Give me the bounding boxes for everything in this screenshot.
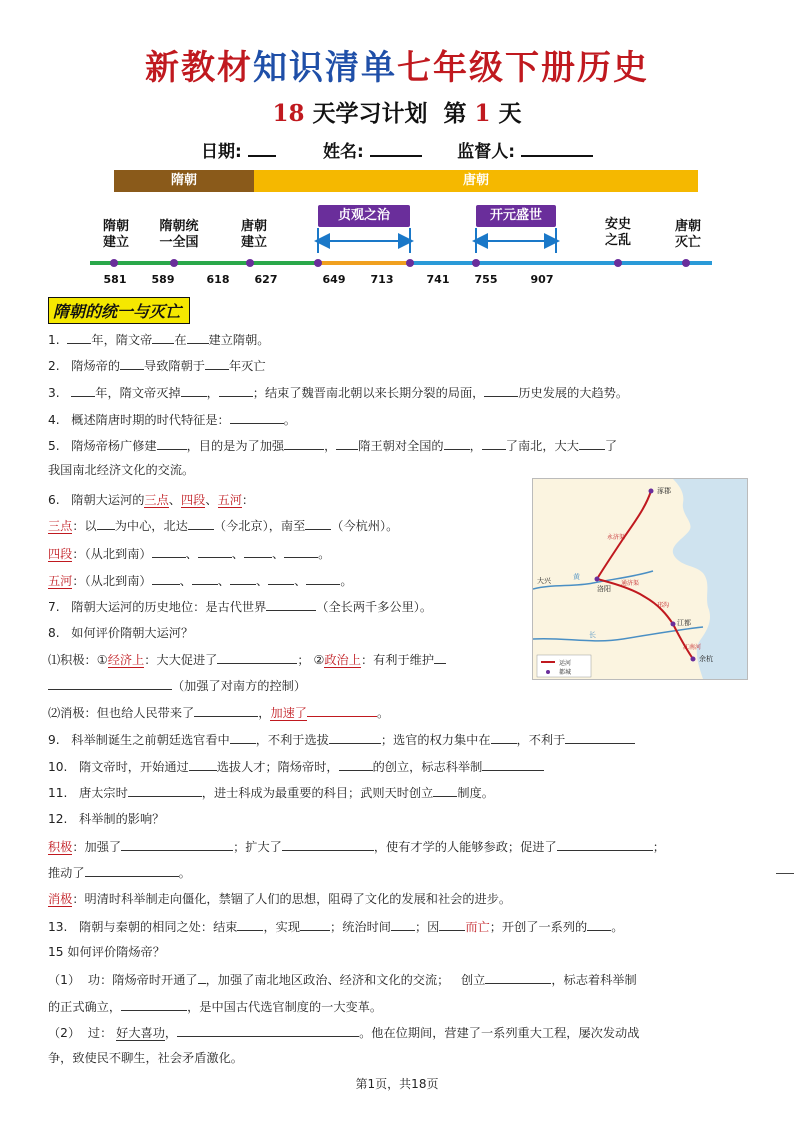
page-footer: 第1页，共18页 [355,1077,439,1091]
blank[interactable] [306,572,340,585]
date-label: 日期: [200,142,242,162]
question-5-cont: 我国南北经济文化的交流。 [48,463,195,477]
question-15-merit: （1） 功：隋炀帝时开通了 ，加强了南北地区政治、经济和文化的交流； 创立 ，标志着科举制 [48,973,637,987]
map-label-chang: 长 [589,631,596,639]
grand-canal-map [532,478,748,680]
question-5: 5. 隋炀帝杨广修建 ，目的是为了加强 ， 隋王朝对全国的 ， 了南北，大大 了 [48,439,618,453]
event-sui-unify: 隋朝统 一全国 [159,219,199,250]
name-field[interactable] [370,141,422,157]
blank[interactable] [217,651,297,664]
timeline-arrows [0,225,794,265]
timeline-bar-orange [316,261,410,265]
blank[interactable] [491,731,517,744]
date-field[interactable] [248,141,276,157]
timeline-dot [170,259,178,267]
map-graphic [533,479,747,679]
question-8-positive: ⑴积极：①经济上：大大促进了 ； ②政治上：有利于维护 [48,651,530,668]
year-589: 589 [151,273,175,286]
map-label-daxing: 大兴 [537,577,551,585]
blank[interactable] [482,437,506,450]
question-13: 13. 隋朝与秦朝的相同之处：结束 ，实现 ；统治时间 ；因 而亡；开创了一系列的 。 [48,920,624,934]
year-907: 907 [530,273,554,286]
map-label-huang: 黄 [573,573,580,581]
blank[interactable] [198,545,232,558]
blank[interactable] [187,331,209,344]
year-755: 755 [474,273,498,286]
blank[interactable] [305,517,331,530]
era-kaiyuan: 开元盛世 [476,205,556,227]
subtitle-tian: 天 [498,100,522,127]
title-part-3: 七年级下册 [397,48,577,88]
question-12: 12. 科举制的影响？ [48,812,165,826]
blank[interactable] [434,651,446,664]
blank[interactable] [485,971,551,984]
blank[interactable] [237,918,263,931]
blank[interactable] [188,517,214,530]
blank[interactable] [128,784,202,797]
blank[interactable] [230,731,256,744]
page-subtitle [0,95,794,128]
year-581: 581 [103,273,127,286]
impact-negative: 消极：明清时科举制走向僵化，禁锢了人们的思想，阻碍了文化的发展和社会的进步。 [48,892,512,906]
blank[interactable] [189,758,217,771]
blank[interactable] [307,704,377,717]
name-label: 姓名: [323,142,364,162]
subtitle-di: 第 [443,100,467,127]
blank[interactable] [557,838,653,851]
map-label-tongjiqu: 通济渠 [621,580,640,587]
blank[interactable] [121,998,187,1011]
timeline-bar-green [90,261,316,265]
question-2: 2. 隋炀帝的 导致隋朝于 年灭亡 [48,359,266,373]
blank[interactable] [152,545,186,558]
blank[interactable] [484,384,518,397]
four-sections: 四段：（从北到南） 、 、 、 。 [48,547,331,561]
question-3: 3. 年，隋文帝灭掉 ， ；结束了魏晋南北朝以来长期分裂的局面， 历史发展的大趋势。 [48,386,629,400]
blank[interactable] [219,384,253,397]
title-part-4: 历史 [577,48,649,88]
question-8: 8. 如何评价隋朝大运河？ [48,626,194,640]
blank[interactable] [266,598,316,611]
blank[interactable] [230,572,256,585]
map-label-yongjiqu: 永济渠 [607,534,626,541]
map-legend-canal: 运河 [559,660,572,667]
era-zhenguan: 贞观之治 [318,205,410,227]
blank[interactable] [192,572,218,585]
map-legend-capital: 都城 [559,669,572,676]
supervisor-field[interactable] [521,141,593,157]
blank[interactable] [579,437,605,450]
blank[interactable] [336,437,358,450]
blank[interactable] [444,437,470,450]
question-15: 15 如何评价隋炀帝？ [48,945,165,959]
blank[interactable] [194,704,258,717]
period-tang: 唐朝 [254,170,698,192]
page-title [0,40,794,89]
map-label-jiangdu: 江都 [677,619,691,627]
three-points: 三点：以 为中心，北达 （今北京），南至 （今杭州）。 [48,519,399,533]
blank[interactable] [433,784,457,797]
timeline-dot [682,259,690,267]
blank[interactable] [439,918,465,931]
event-tang-fall: 唐朝 灭亡 [674,219,701,250]
blank[interactable] [198,971,206,984]
title-part-1: 新教材 [145,48,253,88]
year-741: 741 [426,273,450,286]
blank[interactable] [157,437,187,450]
subtitle-days: 18 [272,100,305,127]
question-15-fault-cont: 争，致使民不聊生，社会矛盾激化。 [48,1051,243,1065]
impact-positive-cont: 推动了 。 [48,866,191,880]
year-627: 627 [254,273,278,286]
timeline-dot [406,259,414,267]
event-anshi-rebellion: 安史 之乱 [604,217,631,248]
supervisor-label: 监督人: [457,142,516,162]
section-title: 隋朝的统一与灭亡 [48,297,190,324]
question-1: 1. 年，隋文帝 在 建立隋朝。 [48,333,270,347]
question-15-merit-cont: 的正式确立， ，是中国古代选官制度的一大变革。 [48,1000,383,1014]
blank[interactable] [587,918,611,931]
question-8-positive-cont: （加强了对南方的控制） [48,677,530,694]
timeline-dot [614,259,622,267]
blank[interactable] [120,357,144,370]
year-713: 713 [370,273,394,286]
blank[interactable] [284,545,318,558]
five-rivers: 五河：（从北到南） 、 、 、 、 。 [48,574,353,588]
blank[interactable] [391,918,415,931]
map-label-yuhang: 余杭 [699,655,713,663]
blank[interactable] [97,517,115,530]
question-7: 7. 隋朝大运河的历史地位：是古代世界 （全长两千多公里）。 [48,600,433,614]
blank[interactable] [230,411,284,424]
question-4: 4. 概述隋唐时期的时代特征是： 。 [48,413,296,427]
event-tang-founded: 唐朝 建立 [240,219,267,250]
blank[interactable] [339,758,373,771]
timeline-dot [110,259,118,267]
timeline-bar-blue [410,261,712,265]
page-edge-mark [776,873,794,874]
question-10: 10. 隋文帝时，开始通过 选拔人才；隋炀帝时， 的创立，标志科举制 [48,758,746,775]
blank[interactable] [121,838,233,851]
blank[interactable] [48,677,172,690]
event-sui-founded: 隋朝 建立 [102,219,129,250]
blank[interactable] [244,545,272,558]
blank[interactable] [205,357,229,370]
blank[interactable] [482,758,544,771]
timeline-dot [314,259,322,267]
impact-positive: 积极：加强了 ；扩大了 ，使有才学的人能够参政；促进了 ； [48,840,665,854]
blank[interactable] [177,1024,359,1037]
blank[interactable] [282,838,374,851]
blank[interactable] [71,384,95,397]
blank[interactable] [300,918,330,931]
timeline-dot [246,259,254,267]
blank[interactable] [67,331,91,344]
blank[interactable] [268,572,294,585]
blank[interactable] [329,731,381,744]
period-sui: 隋朝 [114,170,254,192]
subtitle-plan: 天学习计划 [312,100,428,127]
blank[interactable] [85,864,179,877]
year-649: 649 [322,273,346,286]
blank[interactable] [152,331,174,344]
question-15-fault: （2） 过： 好大喜功， 。他在位期间，营建了一系列重大工程，屡次发动战 [48,1026,640,1040]
blank[interactable] [181,384,207,397]
map-label-zhuojun: 涿郡 [657,487,671,495]
subtitle-day-number: 1 [474,100,491,127]
blank[interactable] [284,437,324,450]
blank[interactable] [565,731,635,744]
question-8-negative: ⑵消极：但也给人民带来了 ，加速了 。 [48,706,390,720]
map-label-luoyang: 洛阳 [597,585,611,593]
map-label-jiangnanhe: 江南河 [683,644,702,651]
question-9: 9. 科举制诞生之前朝廷选官看中 ，不利于选拔 ；选官的权力集中在 ，不利于 [48,731,746,748]
timeline-dot [472,259,480,267]
blank[interactable] [152,572,180,585]
year-618: 618 [206,273,230,286]
info-line [0,137,794,162]
question-11: 11. 唐太宗时 ，进士科成为最重要的科目；武则天时创立 制度。 [48,786,494,800]
title-part-2: 知识清单 [253,48,397,88]
map-label-hangou: 邗沟 [657,602,670,609]
question-6: 6. 隋朝大运河的三点、四段、五河： [48,493,255,507]
